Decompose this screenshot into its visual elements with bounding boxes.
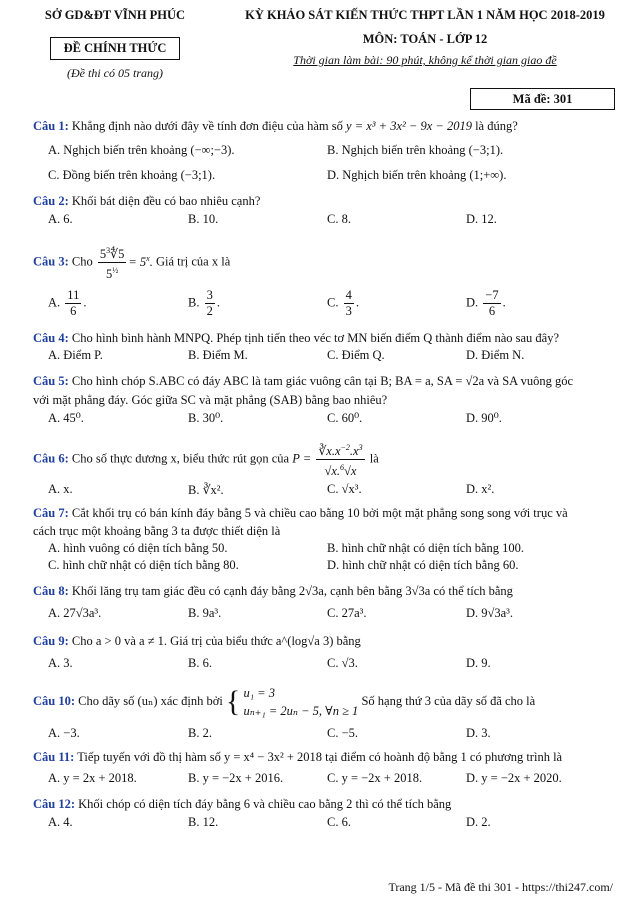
header-right bbox=[215, 8, 635, 68]
option-a[interactable]: A. 4. bbox=[48, 815, 73, 829]
option-a[interactable]: A. x. bbox=[48, 482, 73, 496]
option-b[interactable]: B. Nghịch biến trên khoảng (−3;1). bbox=[327, 143, 504, 157]
option-a[interactable]: A. 45⁰. bbox=[48, 411, 84, 425]
pages-note: (Đề thi có 05 trang) bbox=[67, 66, 163, 80]
question-number: Câu 9: bbox=[33, 634, 69, 648]
option-a[interactable]: A. hình vuông có diện tích bằng 50. bbox=[48, 541, 228, 555]
question-tail: là bbox=[369, 451, 379, 466]
option-a[interactable]: A. Điểm P. bbox=[48, 348, 103, 362]
exam-code-box: Mã đề: 301 bbox=[470, 88, 615, 110]
option-b[interactable]: B. 9a³. bbox=[188, 606, 222, 620]
option-b[interactable]: B. 12. bbox=[188, 815, 219, 829]
question-tail: Số hạng thứ 3 của dãy số đã cho là bbox=[361, 693, 536, 708]
option-d[interactable]: D. 3. bbox=[466, 726, 491, 740]
question-formula: $\frac{5^3∜5}{5^{\frac{1}{2}}}$ bbox=[98, 243, 126, 282]
header-left bbox=[20, 8, 210, 81]
option-a[interactable]: A. 6. bbox=[48, 212, 73, 226]
question-7 bbox=[33, 505, 623, 521]
option-c[interactable]: C. Đồng biến trên khoảng (−3;1). bbox=[48, 168, 216, 182]
question-text: Cho bbox=[71, 254, 93, 269]
exam-title: KỲ KHẢO SÁT KIẾN THỨC THPT LẦN 1 NĂM HỌC 2018-2019 bbox=[245, 8, 605, 22]
question-number: Câu 6: bbox=[33, 451, 69, 466]
question-text: Tiếp tuyến với đồ thị hàm số y = x⁴ − 3x² + 2018 tại điểm có hoành độ bằng 1 có phương trình là bbox=[77, 750, 563, 764]
question-tail: Giá trị của x là bbox=[155, 254, 231, 269]
option-d[interactable]: D. 9√3a³. bbox=[466, 606, 514, 620]
question-5-line2: với mặt phẳng đáy. Góc giữa SC và mặt phẳng (SAB) bằng bao nhiêu? bbox=[33, 393, 388, 407]
question-12 bbox=[33, 796, 623, 812]
question-8 bbox=[33, 583, 623, 599]
question-4 bbox=[33, 330, 623, 346]
question-number: Câu 3: bbox=[33, 254, 69, 269]
option-c[interactable]: C. −5. bbox=[327, 726, 359, 740]
question-text: Khối lăng trụ tam giác đều có cạnh đáy bằng 2√3a, cạnh bên bằng 3√3a có thể tích bằng bbox=[71, 584, 513, 598]
question-10: Câu 10: Cho dãy số (uₙ) xác định bởi { u₁ = 3 uₙ₊₁ = 2uₙ − 5, ∀n ≥ 1 Số hạng thứ 3 của dãy số đã cho là bbox=[33, 685, 536, 718]
question-text: Khối bát diện đều có bao nhiêu cạnh? bbox=[71, 194, 261, 208]
option-b[interactable]: B. 6. bbox=[188, 656, 212, 670]
option-b[interactable]: B. 2. bbox=[188, 726, 212, 740]
question-7-line2: cách trục một khoảng bằng 3 ta được thiết diện là bbox=[33, 524, 281, 538]
question-6: Câu 6: Cho số thực dương x, biểu thức rút gọn của P = $\frac{∛x.x^{-2}.x^3}{√x.^6√x}$ là bbox=[33, 440, 623, 479]
question-text: Cho dãy số (uₙ) xác định bởi bbox=[78, 693, 223, 708]
option-d[interactable]: D. Nghịch biến trên khoảng (1;+∞). bbox=[327, 168, 507, 182]
option-c[interactable]: C. 6. bbox=[327, 815, 351, 829]
option-d[interactable]: D. 12. bbox=[466, 212, 497, 226]
option-b[interactable]: B. 10. bbox=[188, 212, 219, 226]
option-d[interactable]: D. 90⁰. bbox=[466, 411, 502, 425]
option-c[interactable]: C. √3. bbox=[327, 656, 358, 670]
option-b[interactable]: B. 30⁰. bbox=[188, 411, 224, 425]
question-text: Cắt khối trụ có bán kính đáy bằng 5 và chiều cao bằng 10 bởi một mặt phẳng song song với trục và bbox=[71, 506, 568, 520]
question-number: Câu 4: bbox=[33, 331, 69, 345]
question-formula: y = x³ + 3x² − 9x − 2019 bbox=[346, 119, 472, 133]
question-number: Câu 2: bbox=[33, 194, 69, 208]
option-b[interactable]: B. ∛x². bbox=[188, 483, 224, 497]
recurrence-system: u₁ = 3 uₙ₊₁ = 2uₙ − 5, ∀n ≥ 1 bbox=[243, 686, 359, 718]
question-text: Cho số thực dương x, biểu thức rút gọn của bbox=[71, 451, 290, 466]
option-c[interactable]: C. Điểm Q. bbox=[327, 348, 385, 362]
department-name: SỞ GD&ĐT VĨNH PHÚC bbox=[44, 8, 186, 22]
question-3: Câu 3: Cho $\frac{5^3∜5}{5^{\frac{1}{2}}}$ = $5^x$. Giá trị của x là bbox=[33, 243, 623, 282]
question-text: Khẳng định nào dưới đây về tính đơn điệu của hàm số bbox=[71, 119, 343, 133]
option-a[interactable]: A. 3. bbox=[48, 656, 73, 670]
option-c[interactable]: C. 8. bbox=[327, 212, 351, 226]
question-number: Câu 8: bbox=[33, 584, 69, 598]
question-1 bbox=[33, 118, 623, 134]
option-d[interactable]: D. hình chữ nhật có diện tích bằng 60. bbox=[327, 558, 519, 572]
question-tail: là đúng? bbox=[475, 119, 518, 133]
option-d[interactable]: D. 9. bbox=[466, 656, 491, 670]
question-number: Câu 11: bbox=[33, 750, 75, 764]
question-text: Cho a > 0 và a ≠ 1. Giá trị của biểu thức a^(log√a 3) bằng bbox=[71, 634, 361, 648]
option-d[interactable]: D. $\frac{-7}{6}$ . bbox=[466, 288, 506, 318]
option-a[interactable]: A. 27√3a³. bbox=[48, 606, 102, 620]
option-a[interactable]: A. $\frac{11}{6}$ . bbox=[48, 288, 87, 318]
option-c[interactable]: C. hình chữ nhật có diện tích bằng 80. bbox=[48, 558, 239, 572]
question-number: Câu 5: bbox=[33, 374, 69, 388]
option-a[interactable]: A. y = 2x + 2018. bbox=[48, 771, 137, 785]
option-d[interactable]: D. 2. bbox=[466, 815, 491, 829]
option-c[interactable]: C. √x³. bbox=[327, 482, 362, 496]
option-d[interactable]: D. y = −2x + 2020. bbox=[466, 771, 562, 785]
option-b[interactable]: B. hình chữ nhật có diện tích bằng 100. bbox=[327, 541, 525, 555]
option-b[interactable]: B. y = −2x + 2016. bbox=[188, 771, 284, 785]
official-badge: ĐỀ CHÍNH THỨC bbox=[50, 37, 180, 60]
question-11 bbox=[33, 749, 623, 765]
option-d[interactable]: D. Điểm N. bbox=[466, 348, 525, 362]
question-number: Câu 1: bbox=[33, 119, 69, 133]
option-b[interactable]: B. Điểm M. bbox=[188, 348, 248, 362]
question-9 bbox=[33, 633, 623, 649]
option-b[interactable]: B. $\frac{3}{2}$ . bbox=[188, 288, 220, 318]
question-number: Câu 12: bbox=[33, 797, 76, 811]
question-number: Câu 7: bbox=[33, 506, 69, 520]
question-2 bbox=[33, 193, 623, 209]
option-d[interactable]: D. x². bbox=[466, 482, 495, 496]
question-number: Câu 10: bbox=[33, 693, 76, 708]
question-text: Khối chóp có diện tích đáy bằng 6 và chiều cao bằng 2 thì có thể tích bằng bbox=[78, 797, 452, 811]
subject-line: MÔN: TOÁN - LỚP 12 bbox=[362, 32, 488, 46]
question-text: Cho hình bình hành MNPQ. Phép tịnh tiến theo véc tơ MN biến điểm Q thành điểm nào sau đây? bbox=[71, 331, 560, 345]
option-a[interactable]: A. Nghịch biến trên khoảng (−∞;−3). bbox=[48, 143, 235, 157]
option-c[interactable]: C. 27a³. bbox=[327, 606, 367, 620]
question-5 bbox=[33, 373, 623, 389]
option-c[interactable]: C. $\frac{4}{3}$ . bbox=[327, 288, 359, 318]
option-c[interactable]: C. 60⁰. bbox=[327, 411, 363, 425]
option-a[interactable]: A. −3. bbox=[48, 726, 80, 740]
question-formula: $\frac{∛x.x^{-2}.x^3}{√x.^6√x}$ bbox=[316, 440, 364, 479]
time-note: Thời gian làm bài: 90 phút, không kể thời gian giao đề bbox=[293, 53, 557, 67]
option-c[interactable]: C. y = −2x + 2018. bbox=[327, 771, 423, 785]
page-footer: Trang 1/5 - Mã đề thi 301 - https://thi247.com/ bbox=[388, 880, 613, 894]
question-text: Cho hình chóp S.ABC có đáy ABC là tam giác vuông cân tại B; BA = a, SA = √2a và SA vuông góc bbox=[71, 374, 574, 388]
